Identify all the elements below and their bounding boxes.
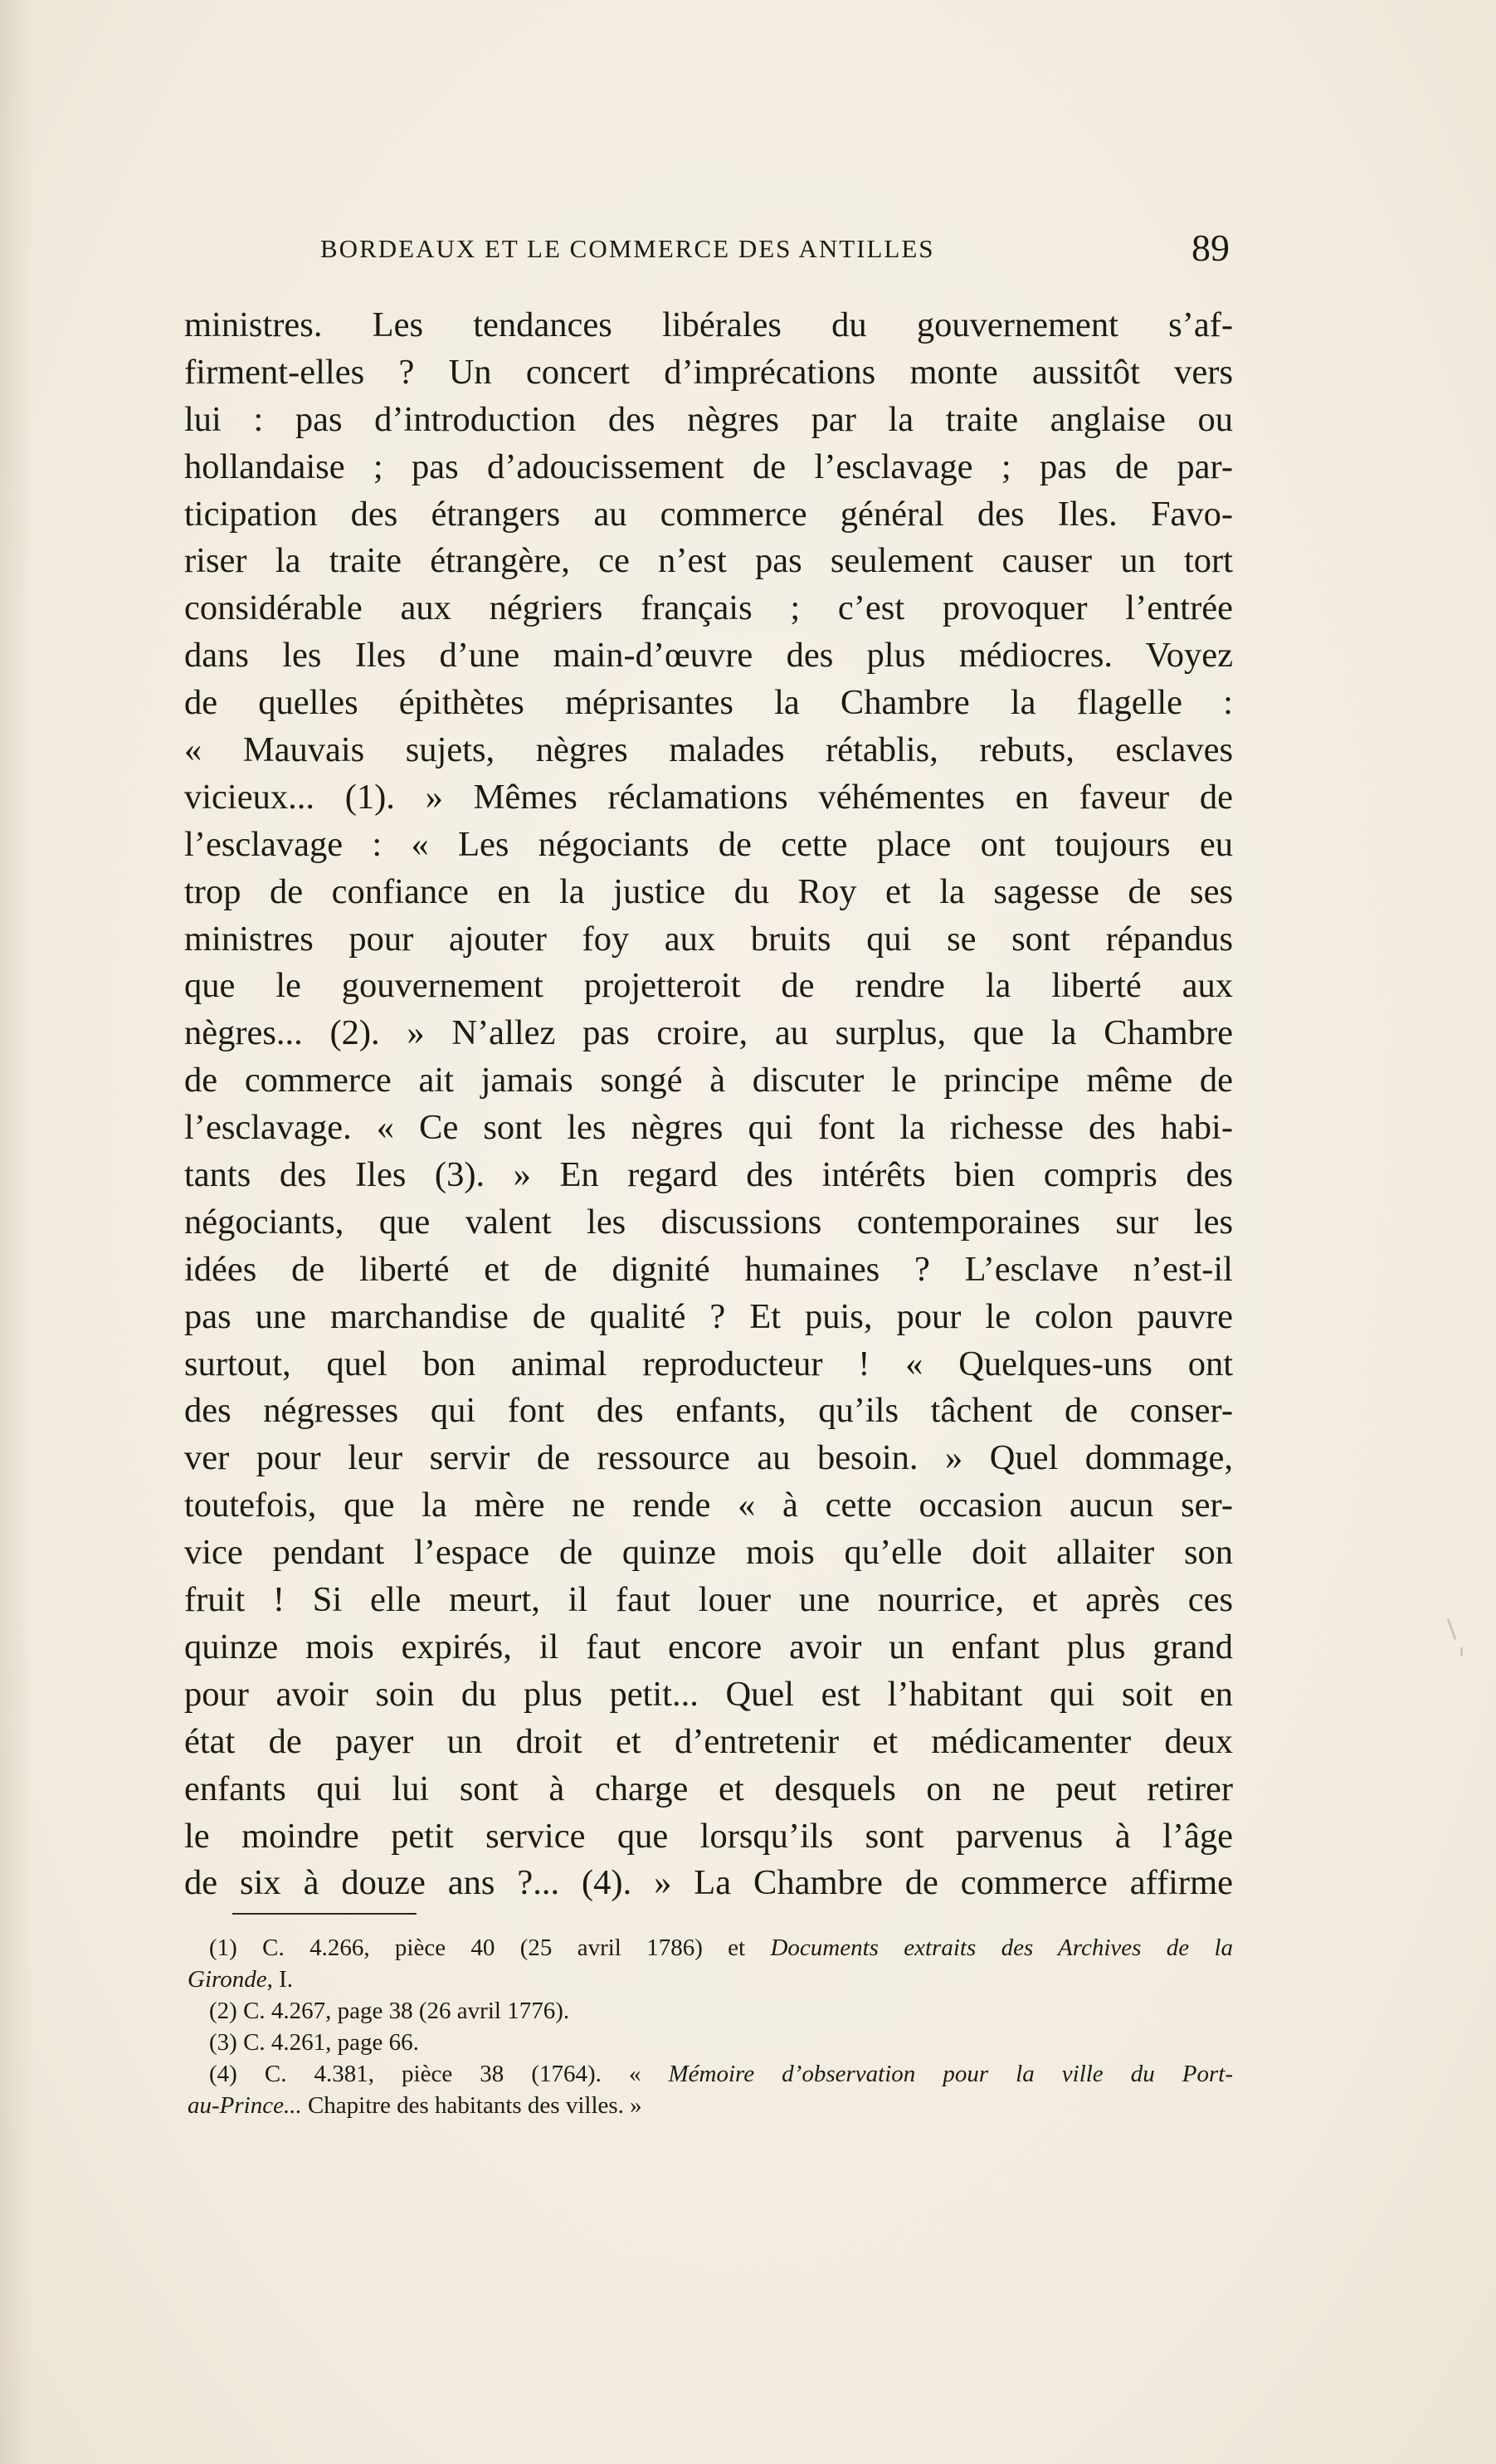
text-line: fruit ! Si elle meurt, il faut louer une nourrice, et après ces [184, 1580, 1233, 1620]
text-line: quinze mois expirés, il faut encore avoir un enfant plus grand [184, 1627, 1233, 1666]
footnote-1-text: (1) C. 4.266, pièce 40 (25 avril 1786) et [209, 1935, 771, 1961]
text-line: pour avoir soin du plus petit... Quel est l’habitant qui soit en [184, 1674, 1233, 1714]
text-line: des négresses qui font des enfants, qu’ils tâchent de conser- [184, 1391, 1233, 1431]
text-line: que le gouvernement projetteroit de rendre la liberté aux [184, 966, 1233, 1006]
footnotes [188, 1932, 1233, 2121]
footnote-2: (2) C. 4.267, page 38 (26 avril 1776). [209, 1998, 570, 2024]
text-line: vicieux... (1). » Mêmes réclamations véhémentes en faveur de [184, 777, 1233, 817]
text-line: dans les Iles d’une main-d’œuvre des plus médiocres. Voyez [184, 636, 1233, 676]
text-line: riser la traite étrangère, ce n’est pas seulement causer un tort [184, 541, 1233, 581]
footnote-4-text-cont: Chapitre des habitants des villes. » [301, 2092, 642, 2119]
text-line: ver pour leur servir de ressource au besoin. » Quel dommage, [184, 1438, 1233, 1478]
text-line: de quelles épithètes méprisantes la Chambre la flagelle : [184, 683, 1233, 723]
page-number: 89 [1191, 227, 1230, 269]
footnote-4-continued [188, 2090, 1233, 2121]
text-line: surtout, quel bon animal reproducteur ! « Quelques-uns ont [184, 1344, 1233, 1383]
body-text [184, 302, 1233, 1907]
text-line: l’esclavage. « Ce sont les nègres qui font la richesse des habi- [184, 1108, 1233, 1148]
text-line: l’esclavage : « Les négociants de cette place ont toujours eu [184, 824, 1233, 864]
text-line: trop de confiance en la justice du Roy et la sagesse de ses [184, 871, 1233, 911]
page-edge-shadow [0, 0, 33, 2464]
text-line: toutefois, que la mère ne rende « à cette occasion aucun ser- [184, 1486, 1233, 1525]
text-line: vice pendant l’espace de quinze mois qu’elle doit allaiter son [184, 1533, 1233, 1573]
footnote-1-title-cont: Gironde [188, 1966, 267, 1993]
text-line: ministres pour ajouter foy aux bruits qui se sont répandus [184, 919, 1233, 959]
footnote-4-text: (4) C. 4.381, pièce 38 (1764). « [209, 2061, 669, 2087]
footnote-1-text-cont: , I. [266, 1966, 294, 1993]
footnote-1-continued [188, 1964, 1233, 1995]
text-line: négociants, que valent les discussions contemporaines sur les [184, 1202, 1233, 1242]
text-line: de commerce ait jamais songé à discuter le principe même de [184, 1061, 1233, 1100]
text-line: état de payer un droit et d’entretenir et médicamenter deux [184, 1721, 1233, 1761]
paper-speck [1447, 1618, 1457, 1639]
text-line: tants des Iles (3). » En regard des intérêts bien compris des [184, 1155, 1233, 1195]
footnote-4 [188, 2058, 1233, 2090]
footnote-4-title: Mémoire d’observation pour la ville du Port- [668, 2061, 1233, 2087]
text-line: lui : pas d’introduction des nègres par la traite anglaise ou [184, 399, 1233, 439]
footnote-1-title: Documents extraits des Archives de la [770, 1935, 1234, 1961]
paper-speck [1460, 1647, 1463, 1656]
footnote-1 [188, 1932, 1233, 1964]
text-line: le moindre petit service que lorsqu’ils sont parvenus à l’âge [184, 1816, 1233, 1856]
text-line: ticipation des étrangers au commerce général des Iles. Favo- [184, 494, 1233, 534]
text-line: hollandaise ; pas d’adoucissement de l’esclavage ; pas de par- [184, 446, 1233, 486]
running-head [188, 224, 1230, 282]
text-line: enfants qui lui sont à charge et desquels on ne peut retirer [184, 1769, 1233, 1808]
footnote-4-title-cont: au-Prince... [188, 2092, 302, 2119]
text-line: firment-elles ? Un concert d’imprécations monte aussitôt vers [184, 352, 1233, 392]
text-line: pas une marchandise de qualité ? Et puis, pour le colon pauvre [184, 1296, 1233, 1336]
text-line: considérable aux négriers français ; c’est provoquer l’entrée [184, 588, 1233, 628]
text-line: nègres... (2). » N’allez pas croire, au surplus, que la Chambre [184, 1013, 1233, 1053]
text-line: de six à douze ans ?... (4). » La Chambre de commerce affirme [184, 1863, 1233, 1903]
footnote-divider [232, 1913, 417, 1915]
text-line: idées de liberté et de dignité humaines ? L’esclave n’est-il [184, 1249, 1233, 1289]
running-title: BORDEAUX ET LE COMMERCE DES ANTILLES [320, 234, 935, 263]
text-line: ministres. Les tendances libérales du gouvernement s’af- [184, 305, 1233, 344]
text-line: « Mauvais sujets, nègres malades rétablis, rebuts, esclaves [184, 730, 1233, 770]
footnote-3: (3) C. 4.261, page 66. [209, 2029, 419, 2056]
